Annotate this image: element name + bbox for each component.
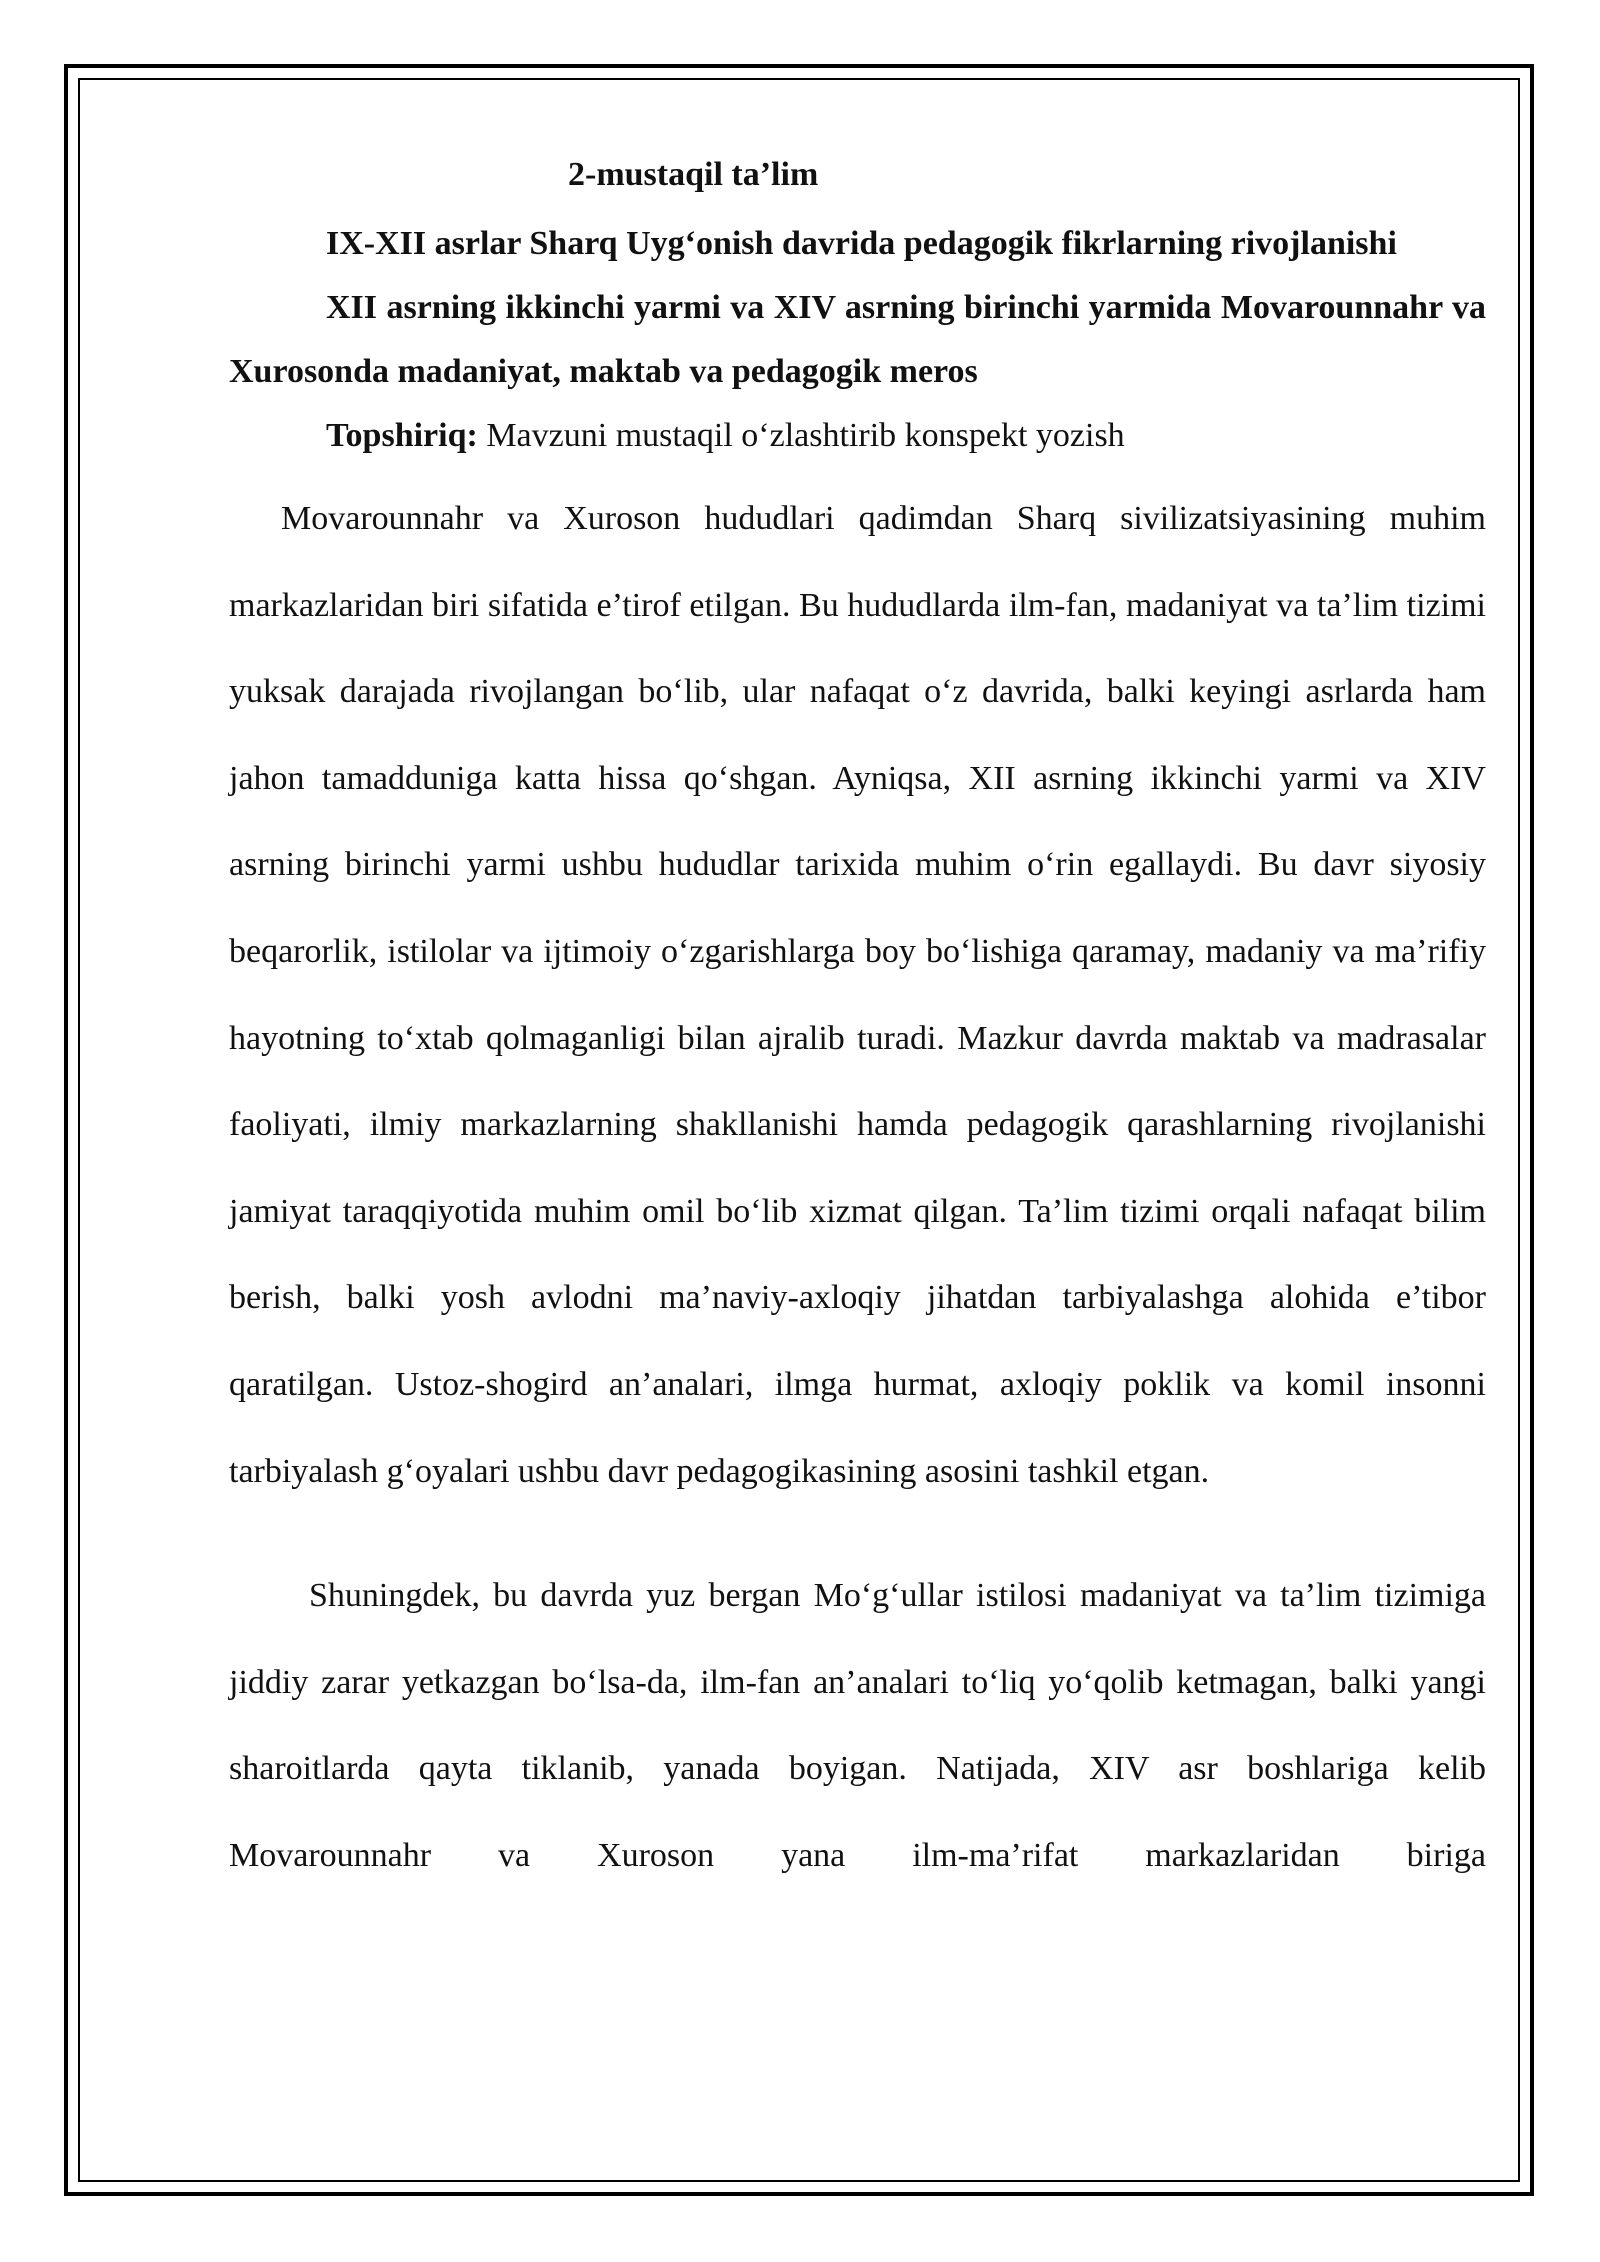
document-title: 2-mustaqil ta’lim — [568, 156, 819, 193]
task-label: Topshiriq: — [326, 417, 478, 454]
topic-heading: IX-XII asrlar Sharq Uyg‘onish davrida pedagogik fikrlarning rivojlanishi — [326, 225, 1397, 262]
subtopic-heading: XII asrning ikkinchi yarmi va XIV asrning birinchi yarmida Movarounnahr va Xurosonda madaniyat, maktab va pedagogik meros — [229, 289, 1486, 390]
task-line — [229, 406, 1486, 466]
task-text: Mavzuni mustaqil o‘zlashtirib konspekt yozish — [477, 417, 1125, 454]
document-body — [229, 148, 1486, 1900]
body-paragraph-1: Movarounnahr va Xuroson hududlari qadimdan Sharq sivilizatsiyasining muhim markazlaridan biri sifatida e’tirof etilgan. Bu hududlarda ilm-fan, madaniyat va ta’lim tizimi yuksak darajada rivojlangan bo‘lib, ular nafaqat o‘z davrida, balki keyingi asrlarda ham jahon tamadduniga katta hissa qo‘shgan. Ayniqsa, XII asrning ikkinchi yarmi va XIV asrning birinchi yarmi ushbu hududlar tarixida muhim o‘rin egallaydi. Bu davr siyosiy beqarorlik, istilolar va ijtimoiy o‘zgarishlarga boy bo‘lishiga qaramay, madaniy va ma’rifiy hayotning to‘xtab qolmaganligi bilan ajralib turadi. Mazkur davrda maktab va madrasalar faoliyati, ilmiy markazlarning shakllanishi hamda pedagogik qarashlarning rivojlanishi jamiyat taraqqiyotida muhim omil bo‘lib xizmat qilgan. Ta’lim tizimi orqali nafaqat bilim berish, balki yosh avlodni ma’naviy-axloqiy jihatdan tarbiyalashga alohida e’tibor qaratilgan. Ustoz-shogird an’analari, ilmga hurmat, axloqiy poklik va komil insonni tarbiyalash g‘oyalari ushbu davr pedagogikasining asosini tashkil etgan. — [229, 500, 1486, 1490]
body-paragraph-2: Shuningdek, bu davrda yuz bergan Mo‘g‘ullar istilosi madaniyat va ta’lim tizimiga jiddiy zarar yetkazgan bo‘lsa-da, ilm-fan an’analari to‘liq yo‘qolib ketmagan, balki yangi sharoitlarda qayta tiklanib, yanada boyigan. Natijada, XIV asr boshlariga kelib Movarounnahr va Xuroson yana ilm-ma’rifat markazlaridan biriga — [229, 1577, 1486, 1874]
